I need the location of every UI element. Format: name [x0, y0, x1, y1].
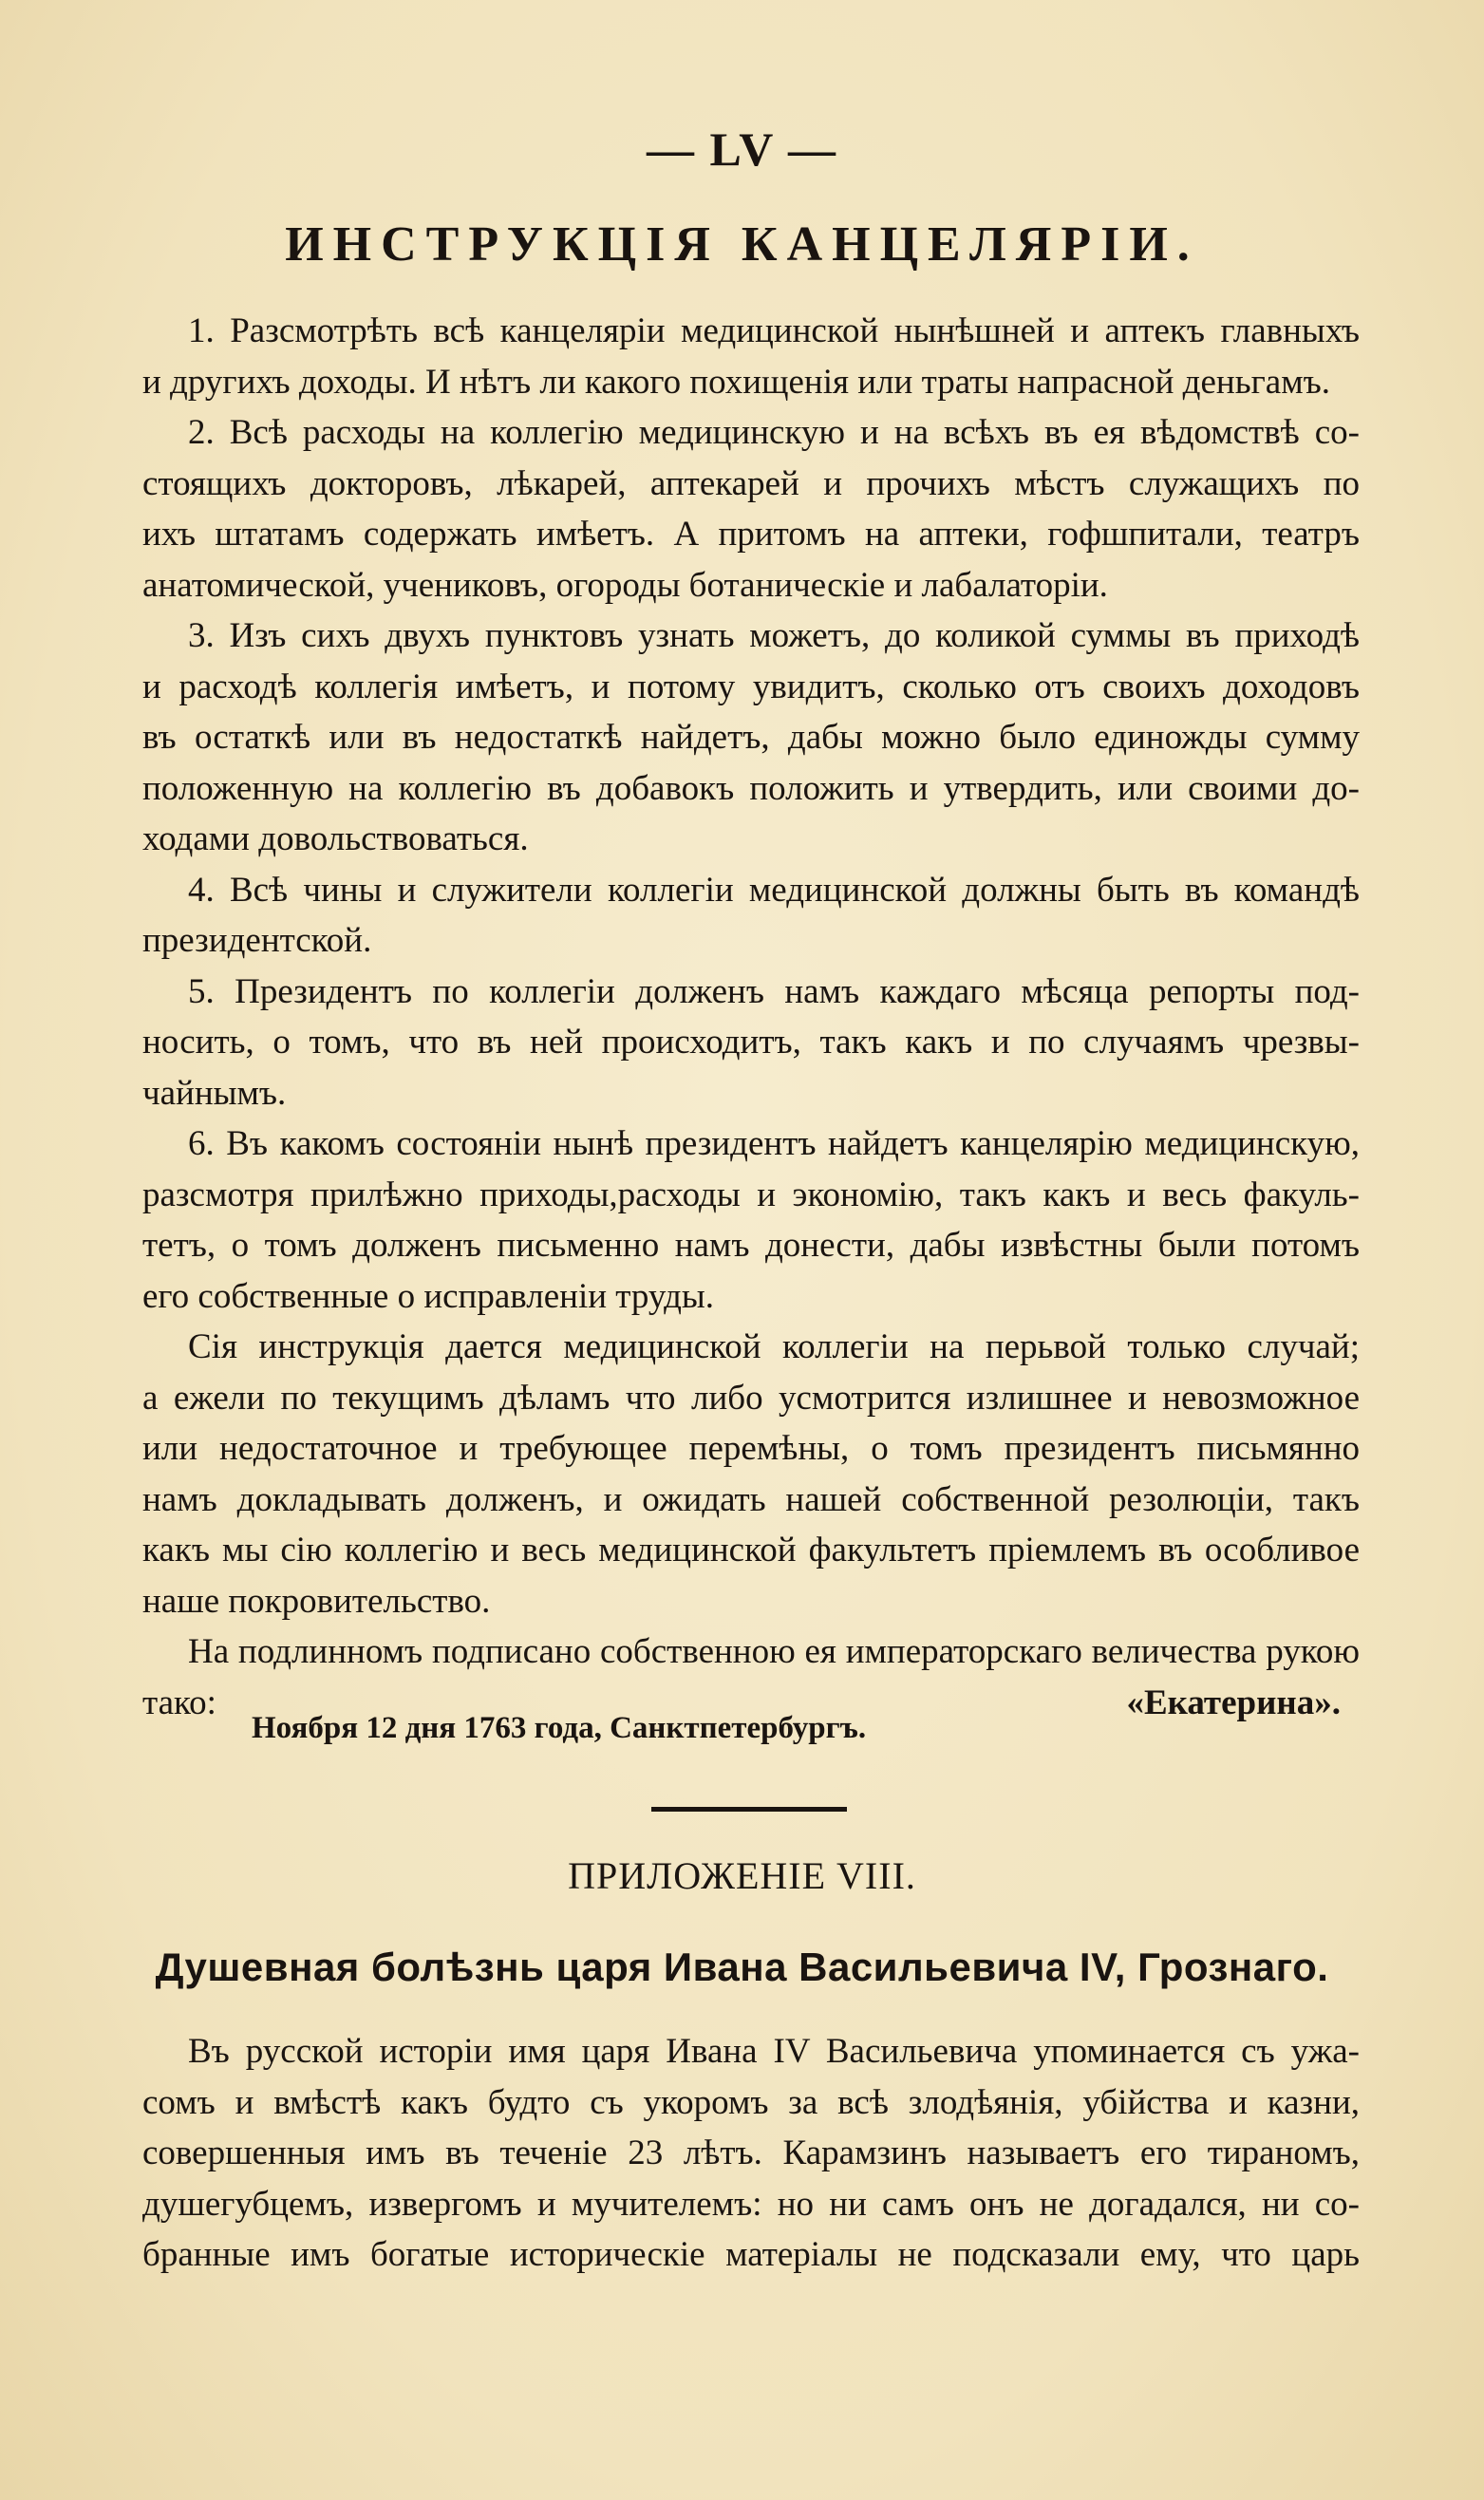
- text-line: намъ докладывать долженъ, и ожидать нашей собственной резолюціи, такъ: [142, 1479, 1360, 1519]
- text-line: и другихъ доходы. И нѣтъ ли какого похищенія или траты напрасной деньгамъ.: [142, 362, 1330, 402]
- text-line: въ остаткѣ или въ недостаткѣ найдетъ, дабы можно было единожды сумму: [142, 718, 1360, 757]
- appendix-label: ПРИЛОЖЕНІЕ VIII.: [568, 1854, 916, 1897]
- text-line: положенную на коллегію въ добавокъ положить и утвердить, или своими до-: [142, 768, 1360, 808]
- instruction-body: [142, 306, 1360, 1728]
- text-line: наше покровительство.: [142, 1581, 491, 1621]
- text-line: его собственные о исправленіи труды.: [142, 1276, 715, 1316]
- text-line: носить, о томъ, что въ ней происходитъ, такъ какъ и по случаямъ чрезвы-: [142, 1023, 1360, 1062]
- date-line: Ноября 12 дня 1763 года, Санктпетербургъ.: [252, 1711, 867, 1745]
- text-line: совершенныя имъ въ теченіе 23 лѣтъ. Карамзинъ называетъ его тираномъ,: [142, 2133, 1360, 2172]
- text-line: 5. Президентъ по коллегіи долженъ намъ каждаго мѣсяца репорты под-: [188, 971, 1360, 1011]
- text-line: 3. Изъ сихъ двухъ пунктовъ узнать можетъ, до коликой суммы въ приходѣ: [188, 616, 1360, 655]
- text-line: чайнымъ.: [142, 1073, 287, 1113]
- text-line: 2. Всѣ расходы на коллегію медицинскую и на всѣхъ въ ея вѣдомствѣ со-: [188, 413, 1360, 452]
- text-line: стоящихъ докторовъ, лѣкарей, аптекарей и прочихъ мѣстъ служащихъ по: [142, 463, 1360, 503]
- text-line: 4. Всѣ чины и служители коллегіи медицинской должны быть въ командѣ: [188, 870, 1360, 910]
- appendix-subtitle: Душевная болѣзнь царя Ивана Васильевича IV, Грознаго.: [155, 1945, 1329, 1989]
- text-line: а ежели по текущимъ дѣламъ что либо усмотрится излишнее и невозможное: [142, 1378, 1360, 1418]
- text-line: сомъ и вмѣстѣ какъ будто съ укоромъ за всѣ злодѣянія, убійства и казни,: [142, 2082, 1360, 2122]
- text-line: ихъ штатамъ содержать имѣетъ. А притомъ на аптеки, гофшпитали, театръ: [142, 515, 1360, 554]
- text-line: На подлинномъ подписано собственною ея императорскаго величества рукою: [188, 1632, 1360, 1671]
- text-line: президентской.: [142, 921, 372, 960]
- instruction-title: ИНСТРУКЦІЯ КАНЦЕЛЯРІИ.: [285, 217, 1199, 272]
- text-line: анатомической, учениковъ, огороды ботаническіе и лабалаторіи.: [142, 565, 1108, 605]
- text-line: или недостаточное и требующее перемѣны, о томъ президентъ письмянно: [142, 1429, 1360, 1468]
- text-line: и расходѣ коллегія имѣетъ, и потому увидитъ, сколько отъ своихъ доходовъ: [142, 667, 1360, 706]
- appendix-body: [142, 2026, 1360, 2281]
- text-line: ходами довольствоваться.: [142, 819, 529, 858]
- text-line: разсмотря прилѣжно приходы,расходы и экономію, такъ какъ и весь факуль-: [142, 1175, 1360, 1214]
- section-divider: [651, 1807, 847, 1812]
- text-line: 1. Разсмотрѣть всѣ канцеляріи медицинской нынѣшней и аптекъ главныхъ: [188, 311, 1360, 350]
- signature-label: тако:: [142, 1682, 216, 1722]
- text-line: какъ мы сію коллегію и весь медицинской факультетъ пріемлемъ въ особливое: [142, 1531, 1360, 1570]
- text-line: Сія инструкція дается медицинской коллегіи на перьвой только случай;: [188, 1327, 1360, 1366]
- signature-name: «Екатерина».: [1126, 1682, 1341, 1722]
- text-line: Въ русской исторіи имя царя Ивана IV Васильевича упоминается съ ужа-: [188, 2032, 1360, 2071]
- text-line: душегубцемъ, извергомъ и мучителемъ: но ни самъ онъ не догадался, ни со-: [142, 2184, 1360, 2224]
- text-line: 6. Въ какомъ состояніи нынѣ президентъ найдетъ канцелярію медицинскую,: [188, 1124, 1360, 1163]
- page-number-header: — LV —: [647, 122, 837, 176]
- text-line: тетъ, о томъ долженъ письменно намъ донести, дабы извѣстны были потомъ: [142, 1226, 1360, 1265]
- text-line: бранные имъ богатые историческіе матеріалы не подсказали ему, что царь: [142, 2235, 1360, 2274]
